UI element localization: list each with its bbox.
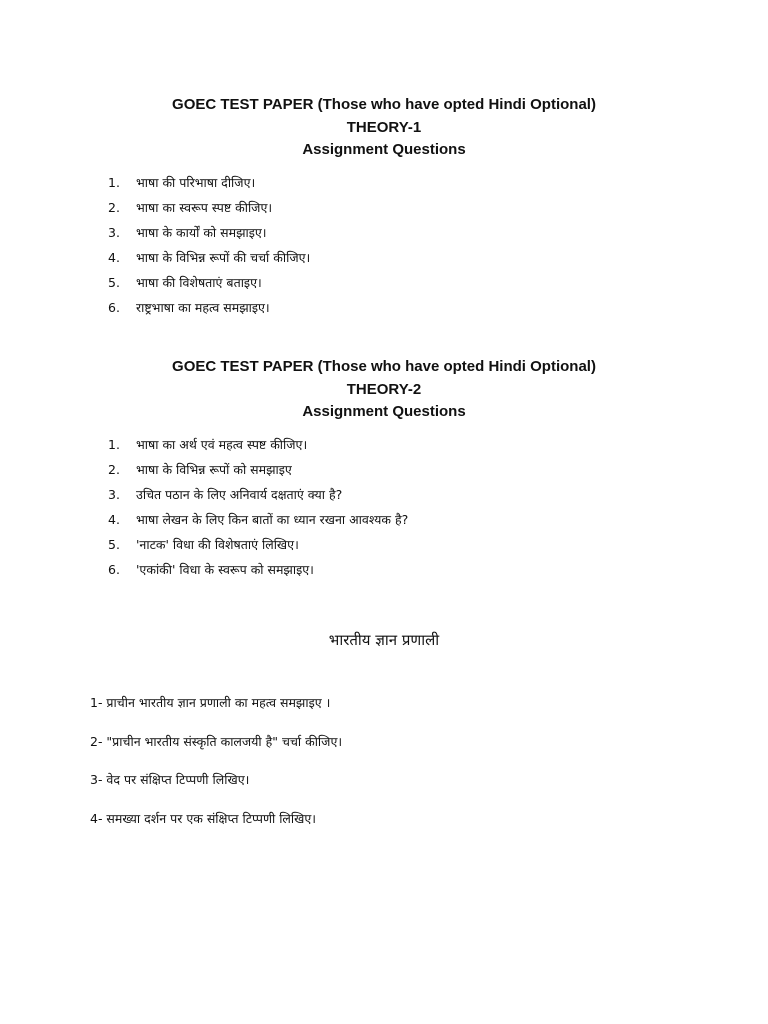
- question-number: 6.: [108, 300, 120, 315]
- knowledge-question-list: [90, 690, 342, 844]
- question-text: भाषा का स्वरूप स्पष्ट कीजिए।: [136, 200, 273, 215]
- section-2-question-list: [108, 432, 408, 582]
- list-item: 4- समख्या दर्शन पर एक संक्षिप्त टिप्पणी लिखिए।: [90, 810, 317, 826]
- question-item: [108, 220, 310, 245]
- list-item: 1- प्राचीन भारतीय ज्ञान प्रणाली का महत्व समझाइए ।: [90, 695, 331, 710]
- question-item: [108, 170, 310, 195]
- question-text: भाषा का अर्थ एवं महत्व स्पष्ट कीजिए।: [136, 437, 308, 452]
- section-2-subtitle: Assignment Questions: [302, 403, 466, 420]
- question-item: [108, 245, 310, 270]
- question-text: भाषा की विशेषताएं बताइए।: [136, 275, 262, 290]
- question-text: भाषा के विभिन्न रूपों को समझाइए: [136, 462, 292, 477]
- question-number: 1.: [108, 437, 120, 452]
- question-item: [108, 457, 408, 482]
- question-item: [108, 482, 408, 507]
- section-2-header: [0, 356, 768, 424]
- question-text: भाषा लेखन के लिए किन बातों का ध्यान रखना आवश्यक है?: [136, 512, 409, 527]
- question-item: [108, 507, 408, 532]
- question-number: 2.: [108, 200, 120, 215]
- question-item: [108, 432, 408, 457]
- question-text: भाषा के विभिन्न रूपों की चर्चा कीजिए।: [136, 250, 311, 265]
- question-item: [108, 532, 408, 557]
- question-number: 2.: [108, 462, 120, 477]
- section-1-subtitle: Assignment Questions: [302, 141, 466, 158]
- question-text: भाषा की परिभाषा दीजिए।: [136, 175, 256, 190]
- section-1-question-list: [108, 170, 310, 320]
- question-item: [108, 195, 310, 220]
- knowledge-section-title: भारतीय ज्ञान प्रणाली: [328, 631, 440, 649]
- section-2-title: GOEC TEST PAPER (Those who have opted Hindi Optional): [172, 358, 596, 375]
- question-text: राष्ट्रभाषा का महत्व समझाइए।: [136, 300, 270, 315]
- question-number: 3.: [108, 225, 120, 240]
- question-number: 4.: [108, 512, 120, 527]
- question-text: उचित पठान के लिए अनिवार्य दक्षताएं क्या है?: [136, 487, 343, 502]
- question-number: 3.: [108, 487, 120, 502]
- question-text: 'एकांकी' विधा के स्वरूप को समझाइए।: [136, 562, 314, 577]
- question-number: 5.: [108, 537, 120, 552]
- section-2-theory-label: THEORY-2: [346, 380, 422, 398]
- section-1-theory-label: THEORY-1: [346, 118, 422, 136]
- question-item: [108, 295, 310, 320]
- question-number: 4.: [108, 250, 120, 265]
- list-item: 2- "प्राचीन भारतीय संस्कृति कालजयी है" चर्चा कीजिए।: [90, 733, 343, 749]
- question-number: 6.: [108, 562, 120, 577]
- question-number: 1.: [108, 175, 120, 190]
- question-item: [108, 557, 408, 582]
- list-item: 3- वेद पर संक्षिप्त टिप्पणी लिखिए।: [90, 772, 250, 787]
- question-item: [108, 270, 310, 295]
- section-1-title: GOEC TEST PAPER (Those who have opted Hindi Optional): [172, 96, 596, 113]
- question-number: 5.: [108, 275, 120, 290]
- question-text: 'नाटक' विधा की विशेषताएं लिखिए।: [136, 537, 299, 552]
- section-1-header: [0, 94, 768, 162]
- question-text: भाषा के कार्यों को समझाइए।: [136, 225, 267, 240]
